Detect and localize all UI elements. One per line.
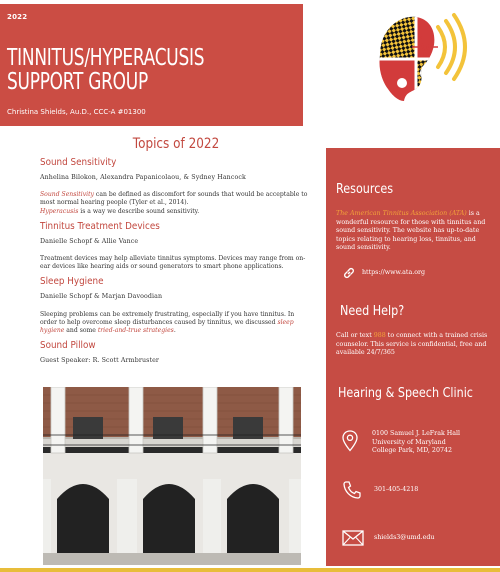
email-address[interactable]: shields3@umd.edu	[374, 533, 435, 541]
resources-heading: Resources	[336, 182, 394, 197]
email-row[interactable]	[342, 530, 434, 546]
sound-pillow-presenters: Guest Speaker: R. Scott Armbruster	[40, 357, 160, 365]
page-title	[7, 46, 302, 94]
resources-text: The American Tinnitus Association (ATA) is a wonderful resource for those with tinnitus and sound sensitivity. The website has up-to-date topics relating to hearing loss, tinnitus, and sound sensitivity.	[336, 210, 486, 251]
sound-sensitivity-presenters: Anhelina Bilokon, Alexandra Papanicolaou, & Sydney Hancock	[40, 174, 246, 181]
author-credit: Christina Shields, Au.D., CCC-A #01300	[7, 108, 146, 116]
clinic-address: 0100 Samuel J. LeFrak Hall University of Maryland College Park, MD, 20742	[372, 430, 461, 454]
treatment-devices-heading: Tinnitus Treatment Devices	[40, 220, 160, 232]
treatment-devices-presenters: Danielle Schopf & Allie Vance	[40, 237, 139, 245]
ata-name: The American Tinnitus Association (ATA)	[336, 210, 467, 217]
term-sleep-hygiene: sleep hygiene	[40, 318, 294, 335]
email-icon	[342, 530, 364, 546]
term-hyperacusis: Hyperacusis	[40, 207, 79, 215]
header-banner	[0, 4, 303, 126]
location-pin-icon	[342, 430, 358, 452]
year-label: 2022	[7, 13, 28, 21]
building-photo	[43, 387, 301, 565]
sleep-hygiene-text: Sleeping problems can be extremely frustrating, especially if you have tinnitus. In order to help overcome sleep disturbances caused by tinnitus, we discussed sleep hygiene and some tried-and-true strategies.	[40, 310, 295, 335]
bottom-accent-bar	[0, 568, 500, 572]
need-help-heading: Need Help?	[340, 304, 405, 319]
phone-number[interactable]: 301-405-4218	[374, 485, 419, 493]
sound-pillow-heading: Sound Pillow	[40, 340, 96, 352]
treatment-devices-text: Treatment devices may help alleviate tinnitus symptoms. Devices may range from on-ear devices like hearing aids or sound generators to smart phone applications.	[40, 255, 306, 271]
term-sound-sensitivity: Sound Sensitivity	[40, 191, 94, 199]
topics-column	[40, 136, 312, 374]
topics-heading: Topics of 2022	[132, 136, 220, 152]
sleep-hygiene-heading: Sleep Hygiene	[40, 276, 104, 288]
resources-link-row[interactable]	[342, 266, 425, 280]
link-icon	[342, 266, 356, 280]
sleep-hygiene-presenters: Danielle Schopf & Marjan Davoodian	[40, 293, 163, 301]
sound-sensitivity-text: Sound Sensitivity can be defined as discomfort for sounds that would be acceptable to most normal hearing people (Tyler et al., 2014). Hyperacusis is a way we describe sound sensitivity.	[40, 191, 308, 215]
title-line-1: TINNITUS/HYPERACUSIS	[7, 45, 205, 71]
address-row	[342, 430, 460, 456]
clinic-heading: Hearing & Speech Clinic	[338, 386, 473, 401]
term-strategies: tried-and-true strategies	[97, 327, 174, 335]
maryland-head-logo	[358, 11, 468, 121]
need-help-text: Call or text 988 to connect with a trained crisis counselor. This service is confidential, free and available 24/7/365	[336, 332, 488, 356]
title-line-2: SUPPORT GROUP	[7, 69, 148, 96]
phone-row[interactable]	[342, 480, 418, 500]
ata-link[interactable]: https://www.ata.org	[362, 268, 426, 276]
phone-icon	[342, 480, 362, 500]
sound-sensitivity-heading: Sound Sensitivity	[40, 157, 117, 168]
sidebar-panel	[326, 148, 500, 566]
crisis-number: 988	[373, 332, 386, 339]
